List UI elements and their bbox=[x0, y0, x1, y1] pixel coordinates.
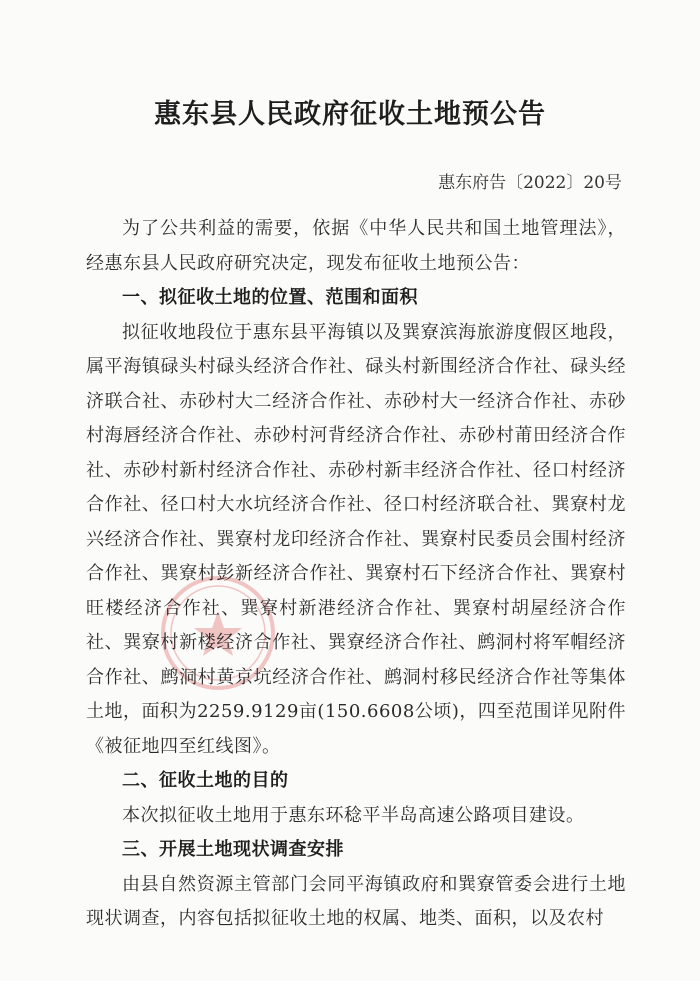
document-number: 惠东府告〔2022〕20号 bbox=[438, 173, 622, 193]
intro-paragraph: 为了公共利益的需要，依据《中华人民共和国土地管理法》，经惠东县人民政府研究决定，现发布征收土地预公告： bbox=[86, 218, 626, 274]
section-text-survey: 由县自然资源主管部门会同平海镇政府和巽寮管委会进行土地现状调查，内容包括拟征收土地的权属、地类、面积，以及农村 bbox=[86, 873, 626, 929]
section-heading-purpose: 二、征收土地的目的 bbox=[122, 770, 289, 791]
section-heading-location: 一、拟征收土地的位置、范围和面积 bbox=[122, 287, 418, 308]
section-text-purpose: 本次拟征收土地用于惠东环稔平半岛高速公路项目建设。 bbox=[122, 804, 585, 826]
document-body bbox=[86, 212, 626, 937]
document-title: 惠东县人民政府征收土地预公告 bbox=[154, 99, 546, 130]
section-heading-survey: 三、开展土地现状调查安排 bbox=[122, 839, 344, 860]
section-text-location: 拟征收地段位于惠东县平海镇以及巽寮滨海旅游度假区地段，属平海镇碌头村碌头经济合作社、碌头村新围经济合作社、碌头经济联合社、赤砂村大二经济合作社、赤砂村大一经济合作社、赤砂村海唇经济合作社、赤砂村河背经济合作社、赤砂村莆田经济合作社、赤砂村新村经济合作社、赤砂村新丰经济合作社、径口村经济合作社、径口村大水坑经济合作社、径口村经济联合社、巽寮村龙兴经济合作社、巽寮村龙印经济合作社、巽寮村民委员会围村经济合作社、巽寮村彭新经济合作社、巽寮村石下经济合作社、巽寮村旺楼经济合作社、巽寮村新港经济合作社、巽寮村胡屋经济合作社、巽寮村新楼经济合作社、巽寮经济合作社、鹧洞村将军帽经济合作社、鹧洞村黄京坑经济合作社、鹧洞村移民经济合作社等集体土地，面积为2259.9129亩(150.6608公顷)，四至范围详见附件《被征地四至红线图》。 bbox=[86, 321, 626, 757]
